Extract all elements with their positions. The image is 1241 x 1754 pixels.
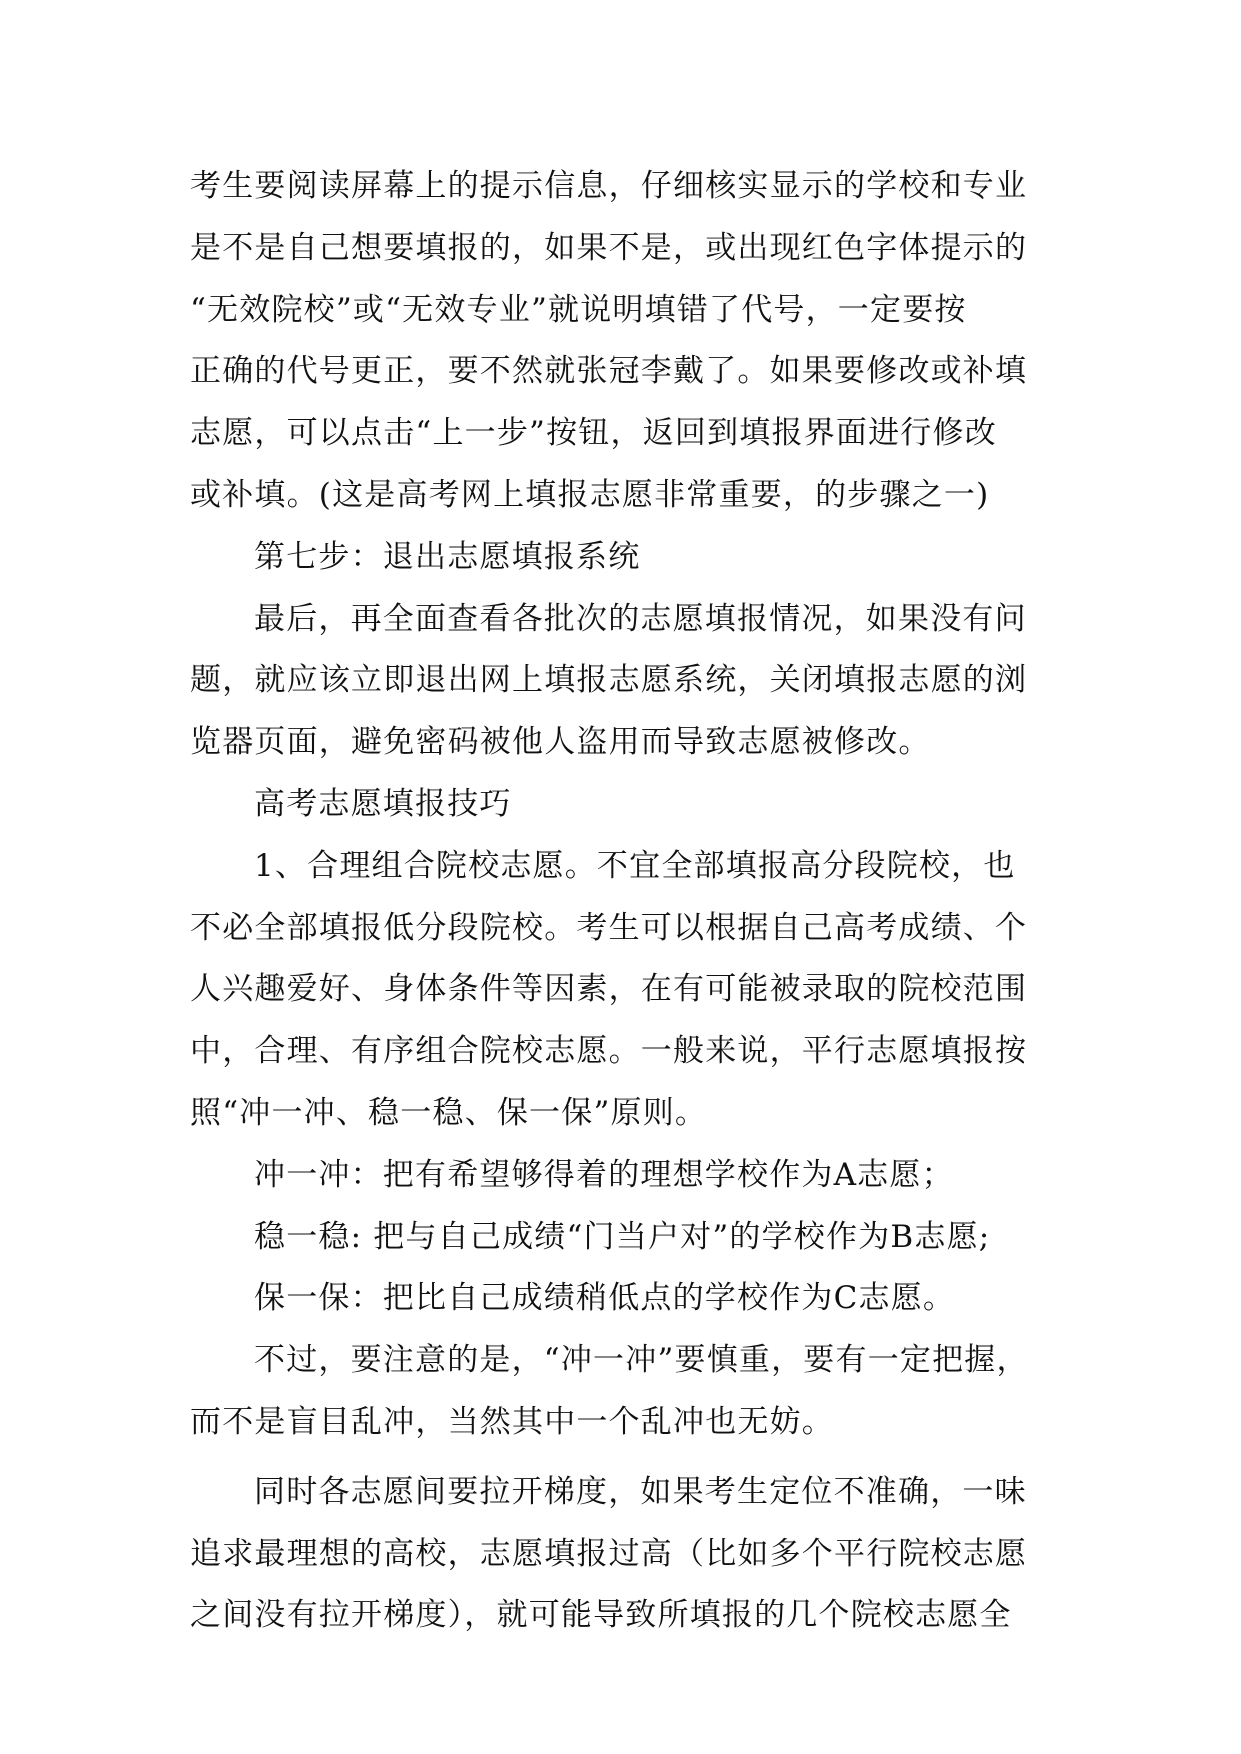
- paragraph-line: 志愿，可以点击“上一步”按钮，返回到填报界面进行修改: [190, 415, 997, 452]
- paragraph-line: 题，就应该立即退出网上填报志愿系统，关闭填报志愿的浏: [190, 662, 1028, 699]
- paragraph-line: 人兴趣爱好、身体条件等因素，在有可能被录取的院校范围: [190, 971, 1028, 1008]
- step-heading: 第七步：退出志愿填报系统: [254, 538, 641, 575]
- paragraph-line: 览器页面，避免密码被他人盗用而导致志愿被修改。: [190, 724, 931, 761]
- paragraph-line: “无效院校”或“无效专业”就说明填错了代号，一定要按: [190, 291, 967, 328]
- section-heading: 高考志愿填报技巧: [254, 785, 512, 822]
- paragraph-line: 1、合理组合院校志愿。不宜全部填报高分段院校，也: [254, 847, 1016, 884]
- paragraph-line: 中，合理、有序组合院校志愿。一般来说，平行志愿填报按: [190, 1033, 1028, 1070]
- paragraph-line: 最后，再全面查看各批次的志愿填报情况，如果没有问: [254, 600, 1027, 637]
- paragraph-line: 是不是自己想要填报的，如果不是，或出现红色字体提示的: [190, 229, 1028, 266]
- paragraph-line: 考生要阅读屏幕上的提示信息，仔细核实显示的学校和专业: [190, 168, 1028, 204]
- list-item: 保一保：把比自己成绩稍低点的学校作为C志愿。: [254, 1280, 956, 1317]
- paragraph-line: 或补填。(这是高考网上填报志愿非常重要，的步骤之一): [190, 476, 990, 513]
- paragraph-line: 之间没有拉开梯度），就可能导致所填报的几个院校志愿全: [190, 1597, 1012, 1634]
- paragraph-line: 不必全部填报低分段院校。考生可以根据自己高考成绩、个: [190, 909, 1028, 946]
- list-item: 稳一稳: 把与自己成绩“门当户对”的学校作为B志愿;: [254, 1218, 991, 1255]
- body-text: [190, 156, 1050, 1647]
- paragraph-gap: [190, 1454, 1050, 1462]
- paragraph-line: 追求最理想的高校，志愿填报过高（比如多个平行院校志愿: [190, 1535, 1028, 1572]
- paragraph-line: 正确的代号更正，要不然就张冠李戴了。如果要修改或补填: [190, 353, 1028, 390]
- paragraph-line: 不过，要注意的是，“冲一冲”要慎重，要有一定把握，: [254, 1342, 1029, 1379]
- list-item: 冲一冲：把有希望够得着的理想学校作为A志愿；: [254, 1156, 954, 1193]
- paragraph-line: 同时各志愿间要拉开梯度，如果考生定位不准确，一味: [254, 1473, 1027, 1510]
- paragraph-line: 照“冲一冲、稳一稳、保一保”原则。: [190, 1094, 708, 1131]
- paragraph-line: 而不是盲目乱冲，当然其中一个乱冲也无妨。: [190, 1403, 834, 1440]
